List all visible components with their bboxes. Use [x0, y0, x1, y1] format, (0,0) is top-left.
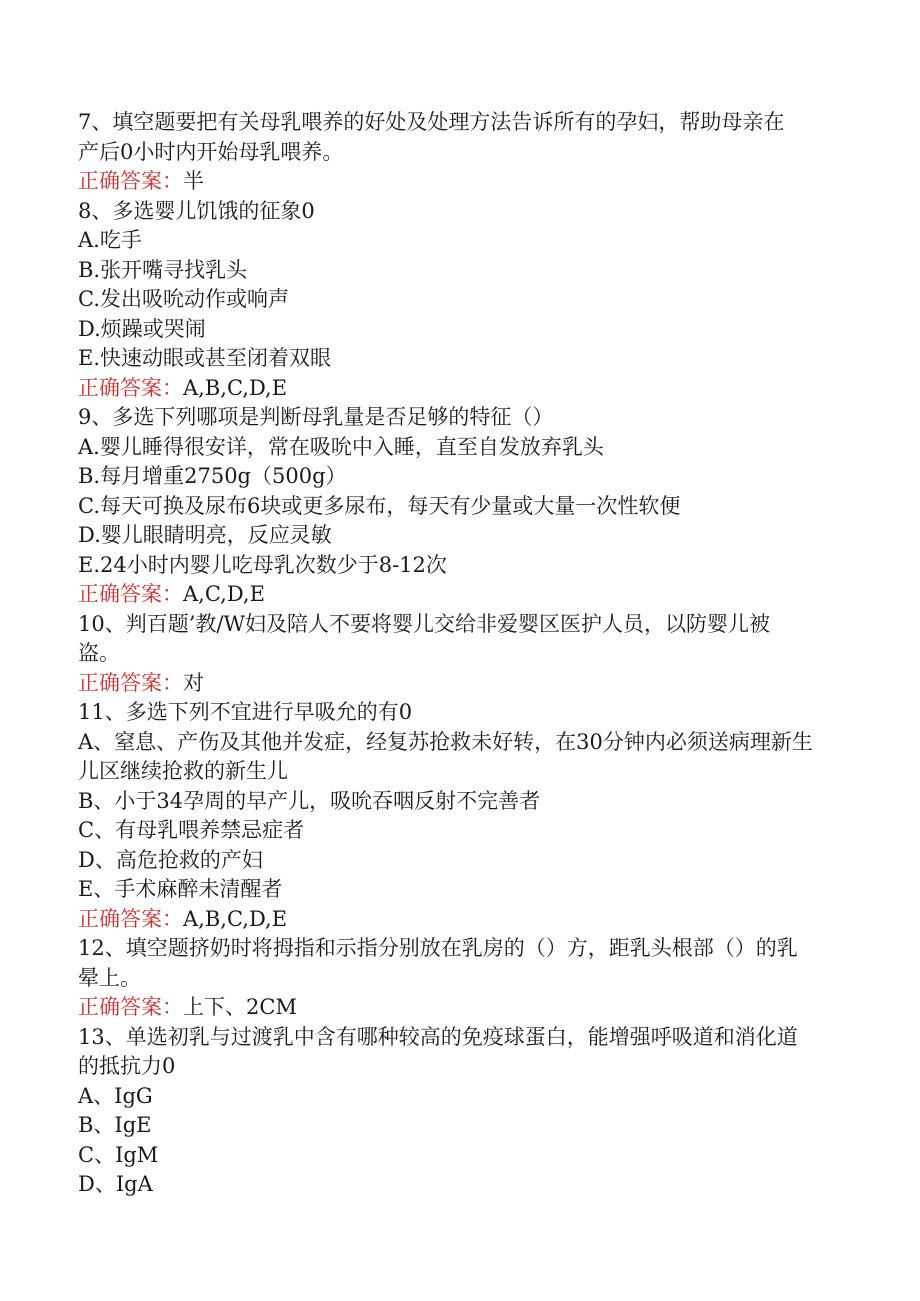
- option-line: C、有母乳喂养禁忌症者: [78, 818, 305, 842]
- option-line: D、IgA: [78, 1172, 153, 1196]
- question-11: [78, 698, 838, 934]
- question-stem-line: 8、多选婴儿饥饿的征象0: [78, 198, 315, 223]
- question-8: [78, 197, 838, 404]
- answer-label: 正确答案：: [78, 906, 183, 931]
- answer-value: A,C,D,E: [183, 582, 265, 606]
- option-line: C.发出吸吮动作或响声: [78, 287, 289, 311]
- option-line: 儿区继续抢救的新生儿: [78, 759, 288, 783]
- answer-value: 对: [183, 670, 204, 695]
- answer-line: [78, 167, 838, 197]
- question-stem-line: 7、填空题要把有关母乳喂养的好处及处理方法告诉所有的孕妇，帮助母亲在: [78, 110, 785, 134]
- question-stem-line: 晕上。: [78, 965, 141, 990]
- question-stem-line: 13、单选初乳与过渡乳中含有哪种较高的免疫球蛋白，能增强呼吸道和消化道: [78, 1024, 798, 1049]
- option-line: D.烦躁或哭闹: [78, 316, 206, 341]
- option-line: A、窒息、产伤及其他并发症，经复苏抢救未好转，在30分钟内必须送病理新生: [78, 729, 813, 754]
- option-line: C.每天可换及尿布6块或更多尿布，每天有少量或大量一次性软便: [78, 493, 681, 518]
- answer-value: A,B,C,D,E: [183, 375, 288, 400]
- question-13: [78, 1023, 838, 1200]
- option-line: C、IgM: [78, 1142, 159, 1167]
- question-12: [78, 934, 838, 1023]
- question-stem-line: 11、多选下列不宜进行早吸允的有0: [78, 700, 413, 724]
- question-10: [78, 610, 838, 699]
- question-9: [78, 403, 838, 610]
- question-stem-line: 12、填空题挤奶时将拇指和示指分别放在乳房的（）方，距乳头根部（）的乳: [78, 936, 798, 960]
- question-stem-line: 的抵抗力0: [78, 1054, 176, 1078]
- option-line: D.婴儿眼睛明亮，反应灵敏: [78, 523, 332, 547]
- answer-line: [78, 374, 838, 404]
- document-page: [78, 108, 838, 1200]
- answer-line: [78, 905, 838, 935]
- option-line: B.每月增重2750g（500g）: [78, 464, 347, 488]
- question-stem-line: 10、判百题’教/W妇及陪人不要将婴儿交给非爱婴区医护人员，以防婴儿被: [78, 611, 771, 636]
- option-line: E.24小时内婴儿吃母乳次数少于8-12次: [78, 552, 447, 577]
- answer-label: 正确答案：: [78, 995, 183, 1019]
- option-line: A.吃手: [78, 228, 142, 252]
- answer-line: [78, 580, 838, 610]
- option-line: B、IgE: [78, 1113, 152, 1137]
- option-line: A、IgG: [78, 1083, 153, 1108]
- option-line: E.快速动眼或甚至闭着双眼: [78, 346, 332, 370]
- answer-line: [78, 669, 838, 699]
- answer-label: 正确答案：: [78, 169, 183, 193]
- option-line: A.婴儿睡得很安详，常在吸吮中入睡，直至自发放弃乳头: [78, 434, 604, 459]
- question-stem-line: 盗。: [78, 641, 120, 665]
- answer-value: 上下、2CM: [183, 995, 297, 1019]
- question-7: [78, 108, 838, 197]
- question-stem-line: 产后0小时内开始母乳喂养。: [78, 139, 344, 164]
- answer-label: 正确答案：: [78, 375, 183, 400]
- question-stem-line: 9、多选下列哪项是判断母乳量是否足够的特征（）: [78, 405, 554, 429]
- option-line: E、手术麻醉未清醒者: [78, 877, 283, 901]
- option-line: D、高危抢救的产妇: [78, 847, 263, 872]
- answer-line: [78, 993, 838, 1023]
- option-line: B.张开嘴寻找乳头: [78, 257, 248, 282]
- answer-label: 正确答案：: [78, 670, 183, 695]
- option-line: B、小于34孕周的早产儿，吸吮吞咽反射不完善者: [78, 788, 541, 813]
- answer-label: 正确答案：: [78, 582, 183, 606]
- answer-value: A,B,C,D,E: [183, 906, 288, 931]
- answer-value: 半: [183, 169, 204, 193]
